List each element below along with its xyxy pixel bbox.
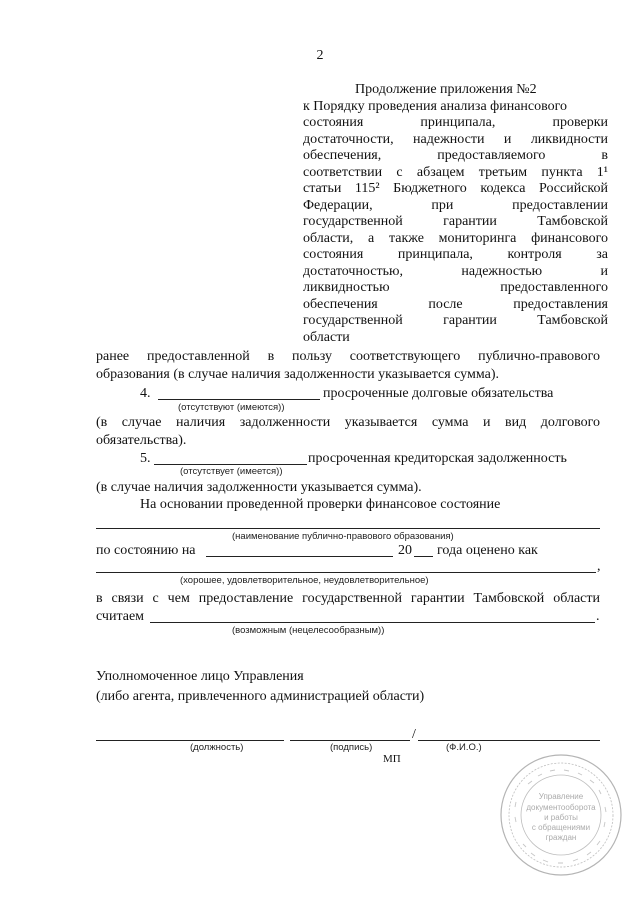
rating-comma: , bbox=[597, 559, 601, 574]
date-prefix: по состоянию на bbox=[96, 543, 196, 558]
item-5-text: просроченная кредиторская задолженность bbox=[308, 451, 567, 466]
header-line: достаточностью, надежностью и bbox=[303, 263, 608, 279]
conclusion-text: в связи с чем предоставление государственной гарантии Тамбовской области bbox=[96, 591, 600, 606]
stamp-text: граждан bbox=[545, 833, 577, 842]
header-line: обеспечения, предоставляемого в bbox=[303, 148, 608, 163]
position-hint: (должность) bbox=[190, 742, 244, 753]
header-line: обеспечения после предоставления bbox=[303, 296, 608, 312]
header-line: Федерации, при предоставлении bbox=[303, 197, 608, 213]
stamp-text: Управление bbox=[538, 792, 584, 801]
entity-name-field[interactable] bbox=[96, 528, 600, 529]
date-field[interactable] bbox=[206, 556, 393, 557]
year-field[interactable] bbox=[414, 556, 433, 557]
header-line: государственной гарантии Тамбовской bbox=[303, 214, 608, 229]
basis-text: На основании проведенной проверки финансовое состояние bbox=[140, 497, 501, 512]
signatory-title: Уполномоченное лицо Управления bbox=[96, 669, 304, 684]
header-line: состояния принципала, контроля за bbox=[303, 247, 608, 262]
fio-field[interactable] bbox=[418, 740, 600, 741]
stamp-text: документооборота bbox=[526, 803, 596, 812]
item-4-blank-field[interactable] bbox=[158, 399, 320, 400]
header-line: состояния принципала, проверки bbox=[303, 115, 608, 130]
header-line: государственной гарантии Тамбовской bbox=[303, 313, 608, 328]
header-line: соответствии с абзацем третьим пункта 1¹ bbox=[303, 164, 608, 180]
item-5-number: 5. bbox=[140, 451, 151, 466]
rating-hint: (хорошее, удовлетворительное, неудовлетворительное) bbox=[180, 575, 429, 586]
signature-slash: / bbox=[412, 727, 416, 742]
header-line: статьи 115² Бюджетного кодекса Российской bbox=[303, 181, 608, 196]
signature-hint: (подпись) bbox=[330, 742, 373, 753]
item-4-number: 4. bbox=[140, 386, 151, 401]
page-number: 2 bbox=[316, 48, 324, 63]
header-line: достаточности, надежности и ликвидности bbox=[303, 131, 608, 147]
item-4-text: просроченные долговые обязательства bbox=[323, 386, 554, 401]
conclusion-hint: (возможным (нецелесообразным)) bbox=[232, 625, 385, 636]
rating-field[interactable] bbox=[96, 572, 596, 573]
item-4-note: обязательства). bbox=[96, 433, 187, 448]
signature-field[interactable] bbox=[290, 740, 410, 741]
conclusion-consider: считаем bbox=[96, 609, 145, 624]
stamp-text: и работы bbox=[544, 813, 578, 822]
item-5-blank-field[interactable] bbox=[154, 464, 307, 465]
paragraph-continuation-line: образования (в случае наличия задолженности указывается сумма). bbox=[96, 367, 499, 382]
item-4-hint: (отсутствуют (имеются)) bbox=[178, 402, 285, 413]
item-5-hint: (отсутствует (имеется)) bbox=[180, 466, 283, 477]
entity-name-hint: (наименование публично-правового образования) bbox=[232, 531, 454, 542]
stamp-text: с обращениями bbox=[531, 823, 591, 832]
appendix-header bbox=[303, 82, 608, 346]
stamp-place-mark: МП bbox=[383, 753, 401, 765]
conclusion-field[interactable] bbox=[150, 622, 595, 623]
date-suffix: года оценено как bbox=[437, 543, 538, 558]
header-line: ликвидностью предоставленного bbox=[303, 280, 608, 295]
item-4-note: (в случае наличия задолженности указывается сумма и вид долгового bbox=[96, 415, 600, 430]
year-prefix: 20 bbox=[398, 543, 412, 558]
conclusion-period: . bbox=[596, 609, 600, 624]
header-line: к Порядку проведения анализа финансового bbox=[303, 98, 568, 114]
fio-hint: (Ф.И.О.) bbox=[446, 742, 482, 753]
header-line: Продолжение приложения №2 bbox=[355, 82, 537, 97]
paragraph-continuation-line: ранее предоставленной в пользу соответствующего публично-правового bbox=[96, 349, 600, 364]
header-line: области, а также мониторинга финансового bbox=[303, 230, 608, 246]
signatory-subtitle: (либо агента, привлеченного администрацией области) bbox=[96, 689, 425, 704]
position-field[interactable] bbox=[96, 740, 284, 741]
official-stamp bbox=[498, 752, 624, 878]
header-line: области bbox=[303, 329, 350, 345]
item-5-note: (в случае наличия задолженности указывается сумма). bbox=[96, 480, 422, 495]
